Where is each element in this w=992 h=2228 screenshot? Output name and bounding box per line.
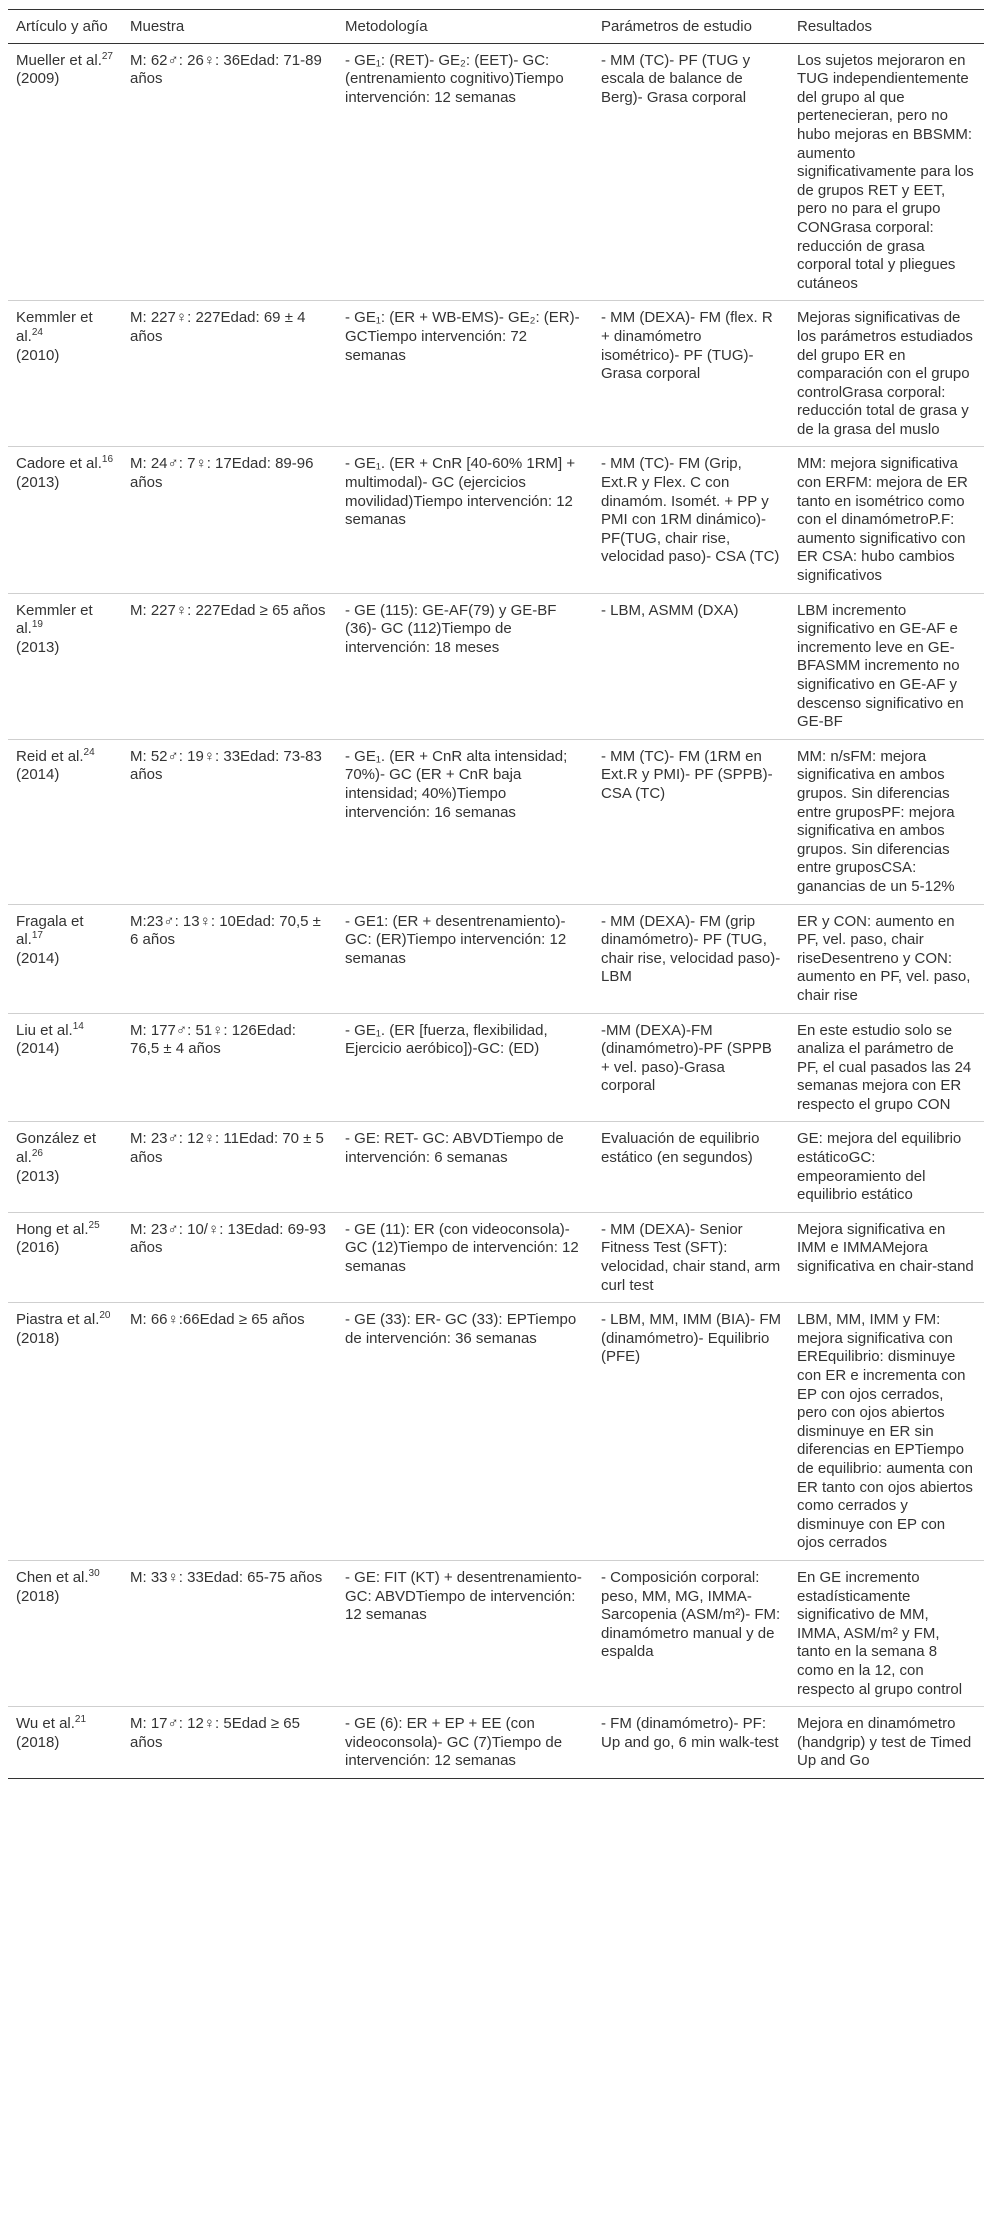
cell-muestra: M: 17♂: 12♀: 5Edad ≥ 65 años xyxy=(122,1707,337,1779)
cell-muestra: M: 227♀: 227Edad ≥ 65 años xyxy=(122,593,337,739)
cell-muestra: M: 66♀:66Edad ≥ 65 años xyxy=(122,1303,337,1561)
header-muestra: Muestra xyxy=(122,10,337,44)
header-parametros: Parámetros de estudio xyxy=(593,10,789,44)
table-row xyxy=(8,1560,984,1706)
article-year: (2013) xyxy=(16,638,60,656)
cell-parametros: - Composición corporal: peso, MM, MG, IMMA- Sarcopenia (ASM/m²)- FM: dinamómetro manual y de espalda xyxy=(593,1560,789,1706)
cell-resultados: Mejoras significativas de los parámetros estudiados del grupo ER en comparación con el grupo controlGrasa corporal: reducción total de grasa y de la grasa del muslo xyxy=(789,301,984,447)
cell-parametros: - MM (DEXA)- Senior Fitness Test (SFT): velocidad, chair stand, arm curl test xyxy=(593,1212,789,1302)
cell-resultados: Mejora significativa en IMM e IMMAMejora significativa en chair-stand xyxy=(789,1212,984,1302)
cell-resultados: GE: mejora del equilibrio estáticoGC: empeoramiento del equilibrio estático xyxy=(789,1122,984,1212)
article-year: (2018) xyxy=(16,1329,60,1347)
article-author: Wu et al. xyxy=(16,1715,75,1733)
article-author: Kemmler et al. xyxy=(16,601,93,638)
article-year: (2013) xyxy=(16,474,60,492)
cell-muestra: M: 33♀: 33Edad: 65-75 años xyxy=(122,1560,337,1706)
header-row xyxy=(8,10,984,44)
cell-articulo xyxy=(8,301,122,447)
cell-resultados: MM: mejora significativa con ERFM: mejora de ER tanto en isométrico como con el dinamómetroP.F: aumento significativo con ER CSA: hubo cambios significativos xyxy=(789,447,984,593)
article-author: Mueller et al. xyxy=(16,51,102,69)
cell-articulo xyxy=(8,1560,122,1706)
reference-number: 21 xyxy=(74,1714,87,1726)
cell-metodologia: - GE: FIT (KT) + desentrenamiento- GC: ABVDTiempo de intervención: 12 semanas xyxy=(337,1560,593,1706)
cell-resultados: MM: n/sFM: mejora significativa en ambos grupos. Sin diferencias entre gruposPF: mejora significativa en ambos grupos. Sin diferencias entre gruposCSA: ganancias de un 5-12% xyxy=(789,739,984,904)
reference-number: 26 xyxy=(31,1148,43,1160)
cell-muestra: M: 62♂: 26♀: 36Edad: 71-89 años xyxy=(122,43,337,301)
cell-muestra: M: 52♂: 19♀: 33Edad: 73-83 años xyxy=(122,739,337,904)
reference-number: 17 xyxy=(31,930,43,942)
article-year: (2010) xyxy=(16,346,60,364)
reference-number: 24 xyxy=(83,746,95,758)
reference-number: 16 xyxy=(101,454,114,466)
cell-metodologia: - GE₁: (RET)- GE₂: (EET)- GC: (entrenamiento cognitivo)Tiempo intervención: 12 semanas xyxy=(337,43,593,301)
cell-resultados: Los sujetos mejoraron en TUG independientemente del grupo al que pertenecieran, pero no hubo mejoras en BBSMM: aumento significativamente para los de grupos RET y EET, pero no para el grupo CONGrasa corporal: reducción de grasa corporal total y pliegues cutáneos xyxy=(789,43,984,301)
cell-metodologia: - GE₁. (ER + CnR [40-60% 1RM] + multimodal)- GC (ejercicios movilidad)Tiempo intervención: 12 semanas xyxy=(337,447,593,593)
article-author: Cadore et al. xyxy=(16,455,102,473)
cell-articulo xyxy=(8,1013,122,1122)
reference-number: 30 xyxy=(88,1567,100,1579)
cell-metodologia: - GE1: (ER + desentrenamiento)- GC: (ER)Tiempo intervención: 12 semanas xyxy=(337,904,593,1013)
table-body xyxy=(8,43,984,1778)
reference-number: 20 xyxy=(99,1310,111,1322)
article-year: (2014) xyxy=(16,949,60,967)
cell-articulo xyxy=(8,904,122,1013)
cell-metodologia: - GE₁. (ER + CnR alta intensidad; 70%)- GC (ER + CnR baja intensidad; 40%)Tiempo intervención: 16 semanas xyxy=(337,739,593,904)
table-row xyxy=(8,301,984,447)
article-author: Hong et al. xyxy=(16,1220,89,1238)
cell-resultados: Mejora en dinamómetro (handgrip) y test de Timed Up and Go xyxy=(789,1707,984,1779)
article-author: Liu et al. xyxy=(16,1021,73,1039)
table-row xyxy=(8,1303,984,1561)
reference-number: 19 xyxy=(31,619,43,631)
article-author: Fragala et al. xyxy=(16,912,84,949)
table-row xyxy=(8,447,984,593)
table-header xyxy=(8,10,984,44)
cell-parametros: - MM (TC)- FM (Grip, Ext.R y Flex. C con dinamóm. Isomét. + PP y PMI con 1RM dinámico)- PF(TUG, chair rise, velocidad paso)- CSA (TC) xyxy=(593,447,789,593)
table-row xyxy=(8,43,984,301)
cell-muestra: M: 177♂: 51♀: 126Edad: 76,5 ± 4 años xyxy=(122,1013,337,1122)
reference-number: 24 xyxy=(31,326,43,338)
cell-metodologia: - GE (6): ER + EP + EE (con videoconsola)- GC (7)Tiempo de intervención: 12 semanas xyxy=(337,1707,593,1779)
studies-table xyxy=(8,9,984,1779)
cell-metodologia: - GE (33): ER- GC (33): EPTiempo de intervención: 36 semanas xyxy=(337,1303,593,1561)
cell-resultados: En este estudio solo se analiza el parámetro de PF, el cual pasados las 24 semanas mejora con ER respecto el grupo CON xyxy=(789,1013,984,1122)
cell-parametros: -MM (DEXA)-FM (dinamómetro)-PF (SPPB + vel. paso)-Grasa corporal xyxy=(593,1013,789,1122)
table-row xyxy=(8,593,984,739)
cell-parametros: - MM (DEXA)- FM (grip dinamómetro)- PF (TUG, chair rise, velocidad paso)- LBM xyxy=(593,904,789,1013)
cell-articulo xyxy=(8,1122,122,1212)
document-page xyxy=(8,9,984,1779)
cell-parametros: - LBM, ASMM (DXA) xyxy=(593,593,789,739)
cell-articulo xyxy=(8,43,122,301)
cell-articulo xyxy=(8,1212,122,1302)
cell-muestra: M: 227♀: 227Edad: 69 ± 4 años xyxy=(122,301,337,447)
cell-muestra: M:23♂: 13♀: 10Edad: 70,5 ± 6 años xyxy=(122,904,337,1013)
cell-resultados: LBM incremento significativo en GE-AF e incremento leve en GE-BFASMM incremento no significativo en GE-AF y descenso significativo en GE-BF xyxy=(789,593,984,739)
article-author: Piastra et al. xyxy=(16,1311,100,1329)
article-year: (2014) xyxy=(16,1040,60,1058)
cell-resultados: ER y CON: aumento en PF, vel. paso, chair riseDesentreno y CON: aumento en PF, vel. paso, chair rise xyxy=(789,904,984,1013)
cell-parametros: - MM (TC)- FM (1RM en Ext.R y PMI)- PF (SPPB)- CSA (TC) xyxy=(593,739,789,904)
cell-articulo xyxy=(8,739,122,904)
cell-metodologia: - GE (115): GE-AF(79) y GE-BF (36)- GC (112)Tiempo de intervención: 18 meses xyxy=(337,593,593,739)
cell-muestra: M: 24♂: 7♀: 17Edad: 89-96 años xyxy=(122,447,337,593)
cell-resultados: En GE incremento estadísticamente significativo de MM, IMMA, ASM/m² y FM, tanto en la semana 8 como en la 12, con respecto al grupo control xyxy=(789,1560,984,1706)
cell-parametros: Evaluación de equilibrio estático (en segundos) xyxy=(593,1122,789,1212)
table-row xyxy=(8,1707,984,1779)
article-year: (2013) xyxy=(16,1167,60,1185)
cell-parametros: - MM (DEXA)- FM (flex. R + dinamómetro isométrico)- PF (TUG)- Grasa corporal xyxy=(593,301,789,447)
cell-metodologia: - GE₁. (ER [fuerza, flexibilidad, Ejercicio aeróbico])-GC: (ED) xyxy=(337,1013,593,1122)
cell-metodologia: - GE₁: (ER + WB-EMS)- GE₂: (ER)- GCTiempo intervención: 72 semanas xyxy=(337,301,593,447)
cell-metodologia: - GE: RET- GC: ABVDTiempo de intervención: 6 semanas xyxy=(337,1122,593,1212)
article-year: (2018) xyxy=(16,1587,60,1605)
cell-muestra: M: 23♂: 10/♀: 13Edad: 69-93 años xyxy=(122,1212,337,1302)
table-row xyxy=(8,1013,984,1122)
cell-muestra: M: 23♂: 12♀: 11Edad: 70 ± 5 años xyxy=(122,1122,337,1212)
article-author: Chen et al. xyxy=(16,1568,89,1586)
article-year: (2014) xyxy=(16,766,60,784)
cell-articulo xyxy=(8,1303,122,1561)
article-author: González et al. xyxy=(16,1130,97,1167)
article-year: (2018) xyxy=(16,1733,60,1751)
header-metodologia: Metodología xyxy=(337,10,593,44)
cell-articulo xyxy=(8,593,122,739)
article-author: Kemmler et al. xyxy=(16,309,93,345)
table-row xyxy=(8,904,984,1013)
reference-number: 27 xyxy=(101,50,113,62)
table-row xyxy=(8,739,984,904)
cell-metodologia: - GE (11): ER (con videoconsola)- GC (12)Tiempo de intervención: 12 semanas xyxy=(337,1212,593,1302)
cell-articulo xyxy=(8,1707,122,1779)
table-row xyxy=(8,1122,984,1212)
article-year: (2016) xyxy=(16,1239,60,1257)
article-author: Reid et al. xyxy=(16,747,84,765)
cell-resultados: LBM, MM, IMM y FM: mejora significativa con EREquilibrio: disminuye con ER e incrementa con EP con ojos cerrados, pero con ojos abiertos disminuye en ER sin diferencias en EPTiempo de equilibrio: aumenta con ER tanto con ojos abiertos como cerrados y disminuye con EP con ojos cerrados xyxy=(789,1303,984,1561)
cell-parametros: - MM (TC)- PF (TUG y escala de balance de Berg)- Grasa corporal xyxy=(593,43,789,301)
reference-number: 14 xyxy=(72,1020,84,1032)
header-resultados: Resultados xyxy=(789,10,984,44)
table-row xyxy=(8,1212,984,1302)
article-year: (2009) xyxy=(16,70,60,88)
cell-parametros: - FM (dinamómetro)- PF: Up and go, 6 min walk-test xyxy=(593,1707,789,1779)
cell-articulo xyxy=(8,447,122,593)
reference-number: 25 xyxy=(88,1219,100,1231)
header-articulo: Artículo y año xyxy=(8,10,122,44)
cell-parametros: - LBM, MM, IMM (BIA)- FM (dinamómetro)- Equilibrio (PFE) xyxy=(593,1303,789,1561)
